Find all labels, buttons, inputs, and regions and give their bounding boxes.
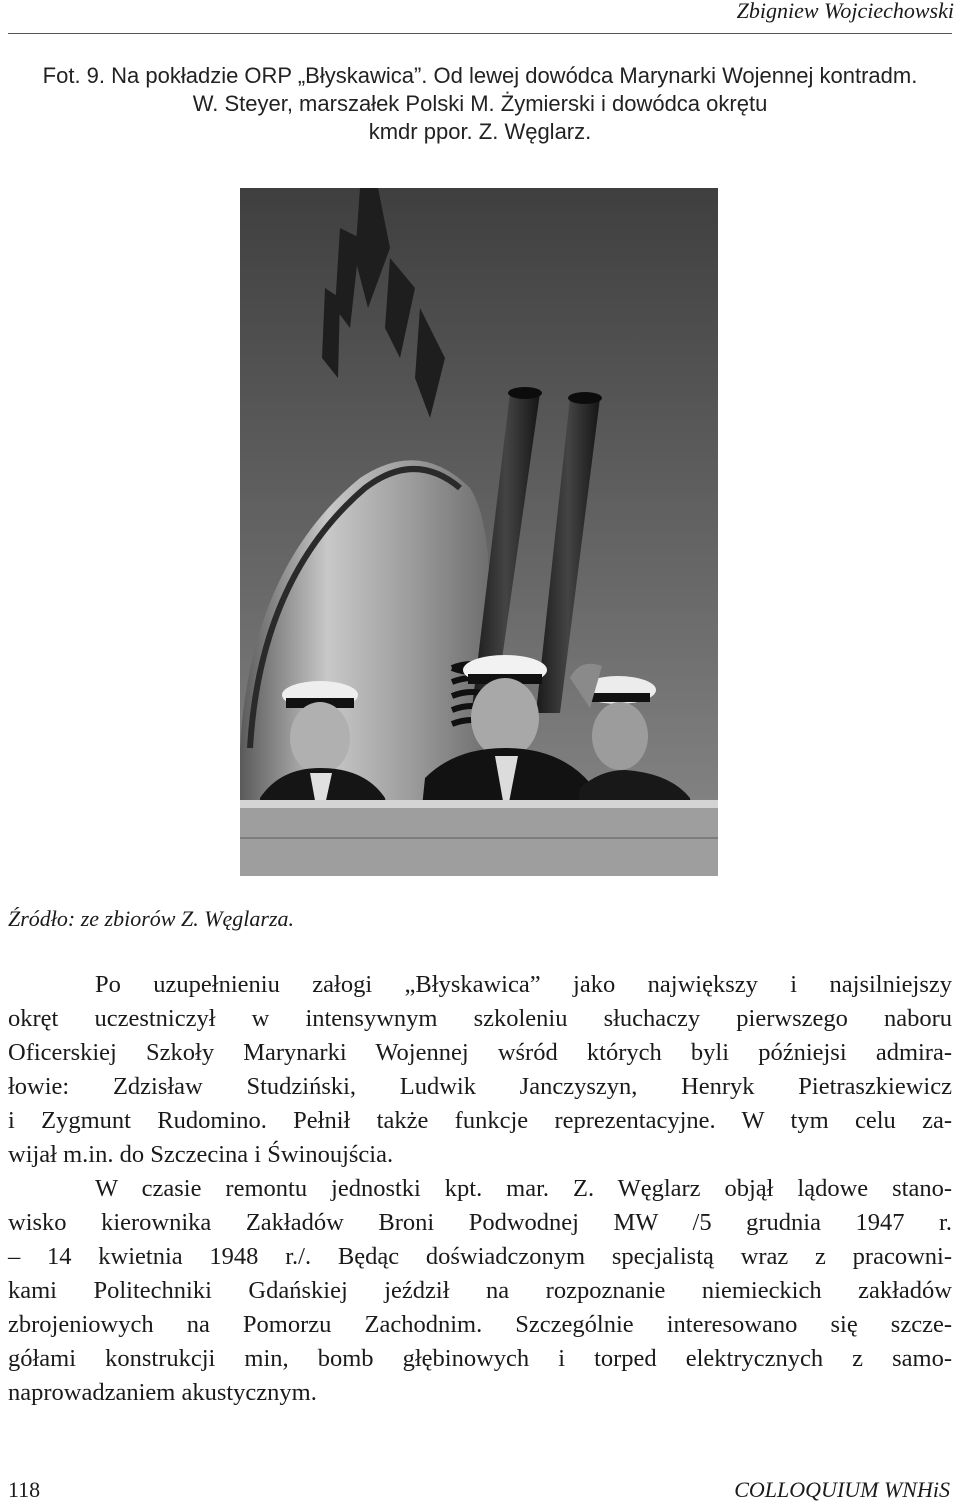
text-line [8, 1172, 952, 1206]
text-line [8, 1002, 952, 1036]
text-line-content: gółami konstrukcji min, bomb głębinowych i torped elektrycznych z samo- [8, 1345, 952, 1372]
text-line [8, 1308, 952, 1342]
text-line-content: okręt uczestniczył w intensywnym szkoleniu słuchaczy pierwszego naboru [8, 1005, 952, 1032]
text-line-content: W czasie remontu jednostki kpt. mar. Z. Węglarz objął lądowe stano- [95, 1175, 952, 1202]
text-line [8, 1376, 952, 1410]
caption-line: kmdr ppor. Z. Węglarz. [368, 119, 592, 144]
text-line [8, 1342, 952, 1376]
text-line [8, 1274, 952, 1308]
header-divider [8, 33, 952, 34]
caption-line: W. Steyer, marszałek Polski M. Żymierski i dowódca okrętu [192, 91, 768, 116]
text-line [8, 1104, 952, 1138]
text-line [8, 1240, 952, 1274]
text-line [8, 1070, 952, 1104]
text-line-content: i Zygmunt Rudomino. Pełnił także funkcje reprezentacyjne. W tym celu za- [8, 1107, 952, 1134]
historical-photo [240, 188, 718, 876]
text-line-content: Oficerskiej Szkoły Marynarki Wojennej wśród których byli późniejsi admira- [8, 1039, 952, 1066]
journal-title: COLLOQUIUM WNHiS [734, 1477, 950, 1502]
body-paragraphs [8, 968, 952, 1410]
text-line-content: kami Politechniki Gdańskiej jeździł na rozpoznanie niemieckich zakładów [8, 1277, 952, 1304]
page-number: 118 [8, 1477, 41, 1502]
text-line-content: – 14 kwietnia 1948 r./. Będąc doświadczonym specjalistą wraz z pracowni- [8, 1243, 952, 1270]
running-header-author: Zbigniew Wojciechowski [736, 0, 954, 23]
text-line-content: wisko kierownika Zakładów Broni Podwodnej MW /5 grudnia 1947 r. [8, 1209, 952, 1236]
text-line [8, 1138, 952, 1172]
text-line-content: zbrojeniowych na Pomorzu Zachodnim. Szczególnie interesowano się szcze- [8, 1311, 952, 1338]
text-line-content: naprowadzaniem akustycznym. [8, 1379, 317, 1406]
caption-line: Fot. 9. Na pokładzie ORP „Błyskawica”. Od lewej dowódca Marynarki Wojennej kontradm. [42, 63, 918, 88]
photo-caption [8, 62, 952, 146]
text-line [8, 1036, 952, 1070]
text-line-content: Po uzupełnieniu załogi „Błyskawica” jako największy i najsilniejszy [95, 971, 952, 998]
photo-source: Źródło: ze zbiorów Z. Węglarza. [8, 906, 295, 931]
text-line-content: łowie: Zdzisław Studziński, Ludwik Janczyszyn, Henryk Pietraszkiewicz [8, 1073, 952, 1100]
text-line [8, 1206, 952, 1240]
text-line-content: wijał m.in. do Szczecina i Świnoujścia. [8, 1141, 394, 1168]
text-line [8, 968, 952, 1002]
